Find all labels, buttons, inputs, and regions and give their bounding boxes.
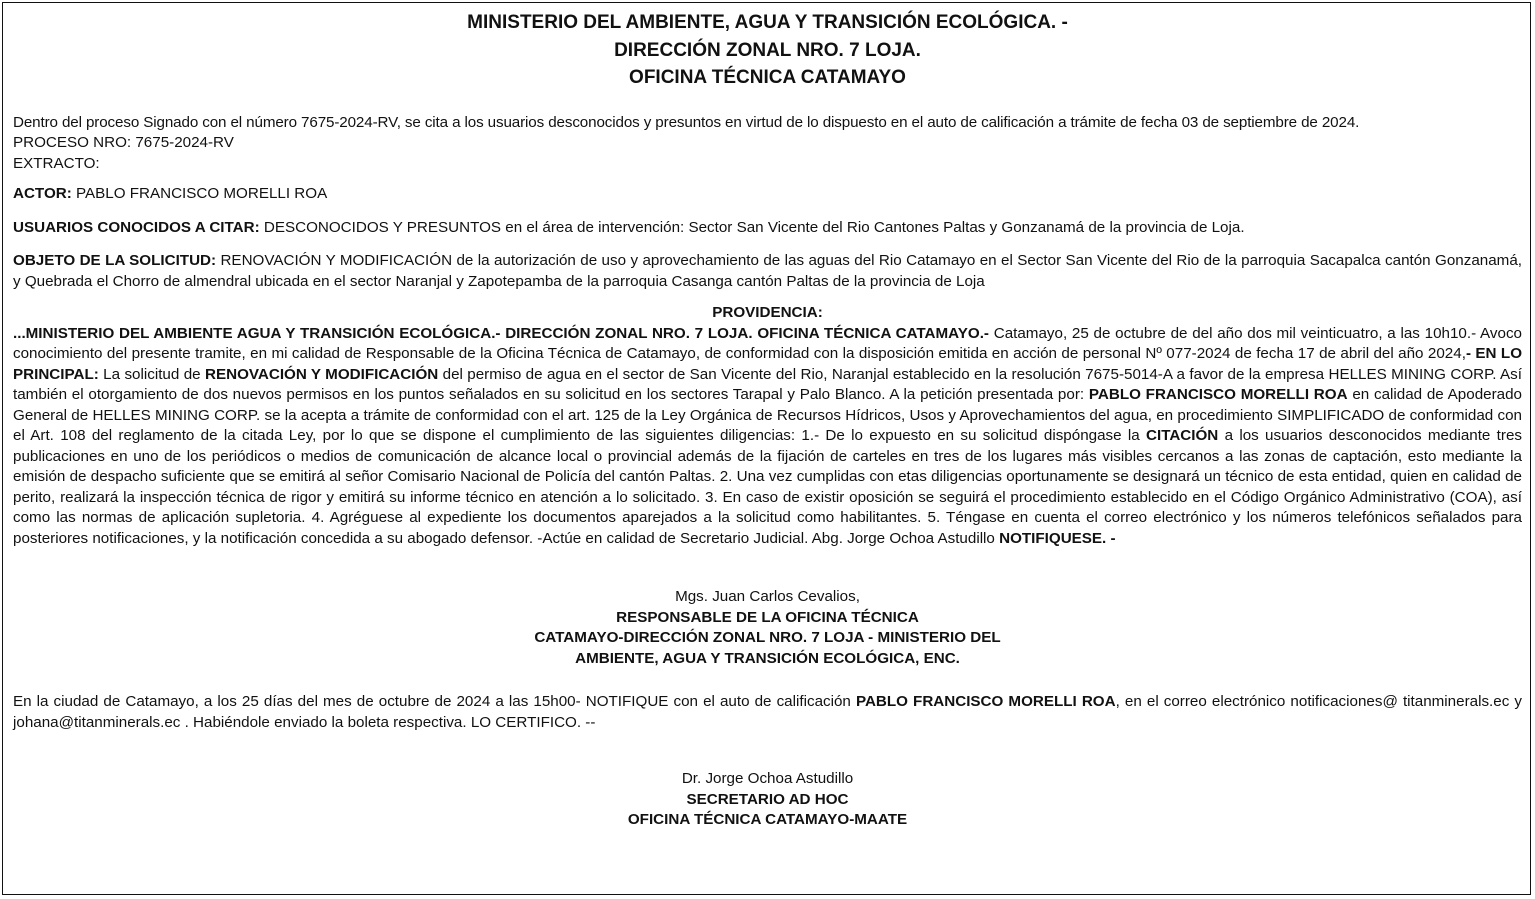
document-header	[13, 9, 1522, 92]
object-label: OBJETO DE LA SOLICITUD:	[13, 252, 217, 269]
notification-text-1: En la ciudad de Catamayo, a los 25 días del mes de octubre de 2024 a las 15h00- NOTIFIQUE con el auto de calificación	[13, 693, 856, 710]
signer-title-3: AMBIENTE, AGUA Y TRANSICIÓN ECOLÓGICA, ENC.	[575, 649, 960, 667]
providencia-body	[13, 324, 1522, 550]
notification-text-2: , en el correo electrónico notificaciones@ titanminerals.ec y johana@titanminerals.ec . Habiéndole enviado la boleta respectiva. LO CERTIFICO. --	[13, 693, 1522, 731]
legal-notice	[13, 9, 1522, 831]
prov-notify-label: NOTIFIQUESE. -	[999, 529, 1116, 547]
actor-value: PABLO FRANCISCO MORELLI ROA	[71, 185, 328, 202]
object-value: RENOVACIÓN Y MODIFICACIÓN de la autorización de uso y aprovechamiento de las aguas del Rio Catamayo en el Sector San Vicente del Rio de la parroquia Sacapalca cantón Gonzanamá, y Quebrada el Chorro de almendral ubicada en el sector Naranjal y Zapotepamba de la parroquia Casanga cantón Paltas de la provincia de Loja	[13, 252, 1522, 290]
prov-text-4: en calidad de Apoderado General de HELLES MINING CORP. se la acepta a trámite de conformidad con el art. 125 de la Ley Orgánica de Recursos Hídricos, Usos y Aprovechamientos del agua, en procedimiento SIMPLIFICADO de conformidad con el Art. 108 del reglamento de la citada Ley, por lo que se dispone el cumplimiento de las siguientes diligencias: 1.- De lo expuesto en su solicitud dispóngase la	[13, 386, 1522, 444]
header-direction: DIRECCIÓN ZONAL NRO. 7 LOJA.	[614, 39, 921, 61]
extract-label: EXTRACTO:	[13, 154, 100, 172]
users-label: USUARIOS CONOCIDOS A CITAR:	[13, 218, 260, 236]
prov-text-3: del permiso de agua en el sector de San Vicente del Rio, Naranjal establecido en la resolución 7675-5014-A a favor de la empresa HELLES MINING CORP. Así también el otorgamiento de dos nuevos permisos en los puntos señalados en su solicitud en los sectores Tarapal y Palo Blanco. A la petición presentada por:	[13, 365, 1522, 403]
signer-name: Mgs. Juan Carlos Cevalios,	[675, 588, 860, 605]
request-object	[13, 251, 1522, 292]
users-line	[13, 218, 1522, 239]
prov-actor-name: PABLO FRANCISCO MORELLI ROA	[1088, 386, 1348, 403]
secretary-title-2: OFICINA TÉCNICA CATAMAYO-MAATE	[627, 811, 908, 828]
prov-ministry-heading: ...MINISTERIO DEL AMBIENTE AGUA Y TRANSICIÓN ECOLÓGICA.- DIRECCIÓN ZONAL NRO. 7 LOJA. OFICINA TÉCNICA CATAMAYO.-	[13, 324, 989, 342]
secretary-name: Dr. Jorge Ochoa Astudillo	[681, 770, 854, 787]
signer-title-2: CATAMAYO-DIRECCIÓN ZONAL NRO. 7 LOJA - MINISTERIO DEL	[534, 629, 1001, 646]
providencia-title: PROVIDENCIA:	[712, 304, 823, 321]
secretary-title-1: SECRETARIO AD HOC	[686, 790, 849, 808]
signature-block-responsible	[13, 587, 1522, 669]
prov-citation-label: CITACIÓN	[1146, 427, 1219, 444]
actor-line	[13, 184, 1522, 205]
intro-text: Dentro del proceso Signado con el número 7675-2024-RV, se cita a los usuarios desconocidos y presuntos en virtud de lo dispuesto en el auto de calificación a trámite de fecha 03 de septiembre de 2024.	[13, 113, 1360, 131]
signer-title-1: RESPONSABLE DE LA OFICINA TÉCNICA	[616, 608, 919, 626]
notification-paragraph	[13, 692, 1522, 733]
notification-actor: PABLO FRANCISCO MORELLI ROA	[855, 693, 1116, 710]
signature-block-secretary	[13, 769, 1522, 831]
users-value: DESCONOCIDOS Y PRESUNTOS en el área de intervención: Sector San Vicente del Rio Cantones Paltas y Gonzanamá de la provincia de Loja.	[259, 218, 1245, 236]
intro-block	[13, 113, 1522, 175]
process-number: PROCESO NRO: 7675-2024-RV	[13, 134, 234, 151]
prov-text-1: Catamayo, 25 de octubre de del año dos mil veinticuatro, a las 10h10.- Avoco conocimiento del presente tramite, en mi calidad de Responsable de la Oficina Técnica de Catamayo, de conformidad con la disposición emitida en acción de personal Nº 077-2024 de fecha 17 de abril del año 2024,	[13, 324, 1522, 362]
header-ministry: MINISTERIO DEL AMBIENTE, AGUA Y TRANSICIÓN ECOLÓGICA. -	[467, 12, 1068, 33]
prov-renewal-label: RENOVACIÓN Y MODIFICACIÓN	[205, 365, 439, 383]
prov-principal-label: - EN LO PRINCIPAL:	[13, 345, 1523, 383]
header-office: OFICINA TÉCNICA CATAMAYO	[629, 67, 906, 88]
prov-text-2: La solicitud de	[98, 365, 205, 383]
prov-text-5: a los usuarios desconocidos mediante tres publicaciones en uno de los periódicos o medios de comunicación de alcance local o provincial además de la fijación de carteles en tres de los lugares más visibles cercanos a las zonas de captación, esto mediante la emisión de despacho suficiente que se emitirá al señor Comisario Nacional de Policía del cantón Paltas. 2. Una vez cumplidas con etas diligencias oportunamente se designará un técnico de esta entidad, quien en calidad de perito, realizará la inspección técnica de rigor y emitirá su informe técnico en atención a lo solicitado. 3. En caso de existir oposición se seguirá el procedimiento establecido en el Código Orgánico Administrativo (COA), así como las normas de aplicación supletoria. 4. Agréguese al expediente los documentos aparejados a la solicitud como habilitantes. 5. Téngase en cuenta el correo electrónico y los números telefónicos señalados para posteriores notificaciones, y la notificación concedida a su abogado defensor. -Actúe en calidad de Secretario Judicial. Abg. Jorge Ochoa Astudillo	[13, 427, 1522, 547]
actor-label: ACTOR:	[13, 185, 72, 202]
